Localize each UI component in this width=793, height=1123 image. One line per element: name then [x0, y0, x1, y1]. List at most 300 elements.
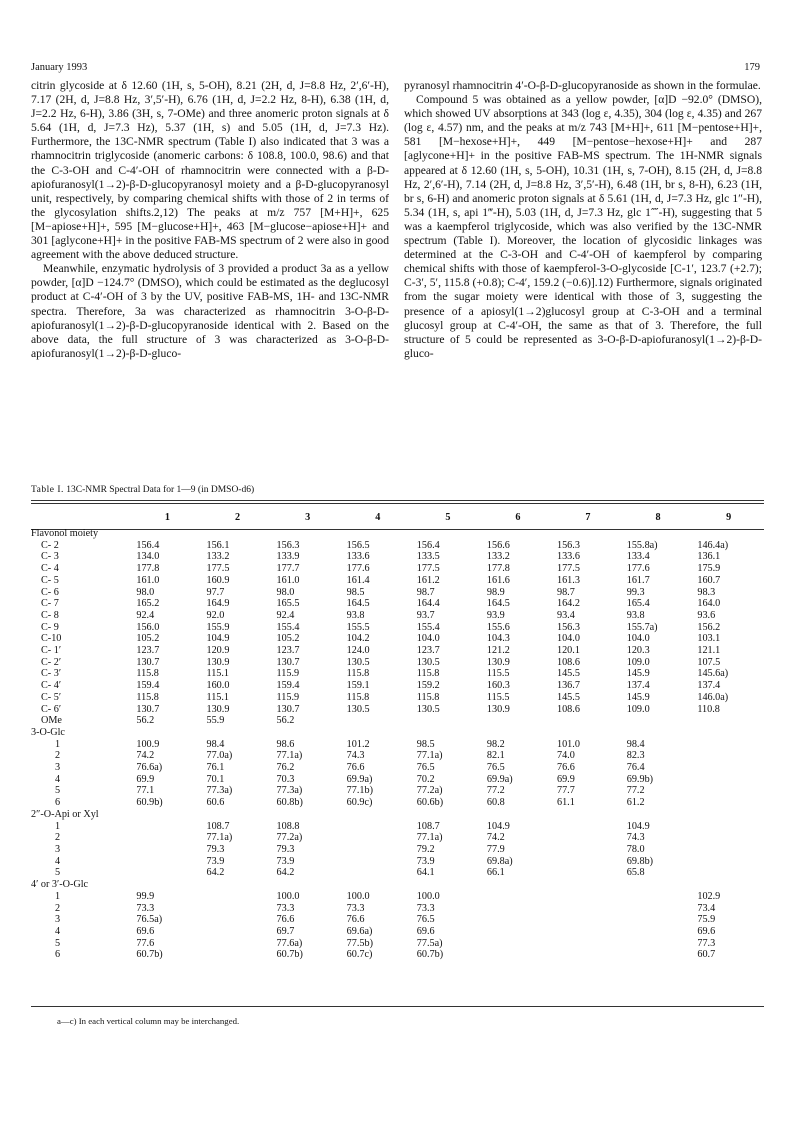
- row-label: C-10: [41, 633, 62, 645]
- table-cell: [693, 821, 764, 833]
- table-cell: 177.8: [486, 563, 510, 575]
- table-cell: [132, 832, 202, 844]
- row-label: 6: [55, 797, 61, 809]
- table-cell: 155.7a): [626, 621, 658, 633]
- table-cell: 77.1a): [206, 832, 233, 844]
- row-label: C- 2′: [41, 656, 62, 668]
- right-text-column: [404, 79, 762, 361]
- table-cell: [693, 785, 764, 797]
- row-label: C- 3′: [41, 668, 62, 680]
- table-cell: 104.9: [206, 633, 230, 645]
- table-cell: 77.2a): [276, 832, 303, 844]
- table-cell: 161.6: [486, 574, 510, 586]
- table-cell: [693, 844, 764, 856]
- table-cell: [553, 856, 623, 868]
- row-label: 4: [55, 925, 61, 937]
- column-header: 4: [375, 512, 381, 523]
- table-cell: 82.3: [626, 750, 645, 762]
- table-label: Table I.: [31, 485, 64, 495]
- table-cell: 99.9: [136, 890, 155, 902]
- table-cell: [343, 832, 413, 844]
- table-cell: 155.5: [346, 621, 370, 633]
- table-cell: 100.0: [346, 890, 370, 902]
- table-cell: 74.3: [346, 750, 365, 762]
- table-cell: [553, 926, 623, 938]
- table-cell: 77.5b): [346, 937, 373, 949]
- table-cell: 115.8: [346, 668, 370, 680]
- table-cell: 77.2: [486, 785, 505, 797]
- table-section-row: [31, 879, 764, 891]
- table-cell: 130.9: [206, 703, 230, 715]
- table-cell: 133.9: [276, 551, 300, 563]
- table-cell: 104.3: [486, 633, 510, 645]
- table-cell: 64.2: [206, 867, 225, 879]
- table-cell: 136.1: [697, 551, 721, 563]
- table-cell: 66.1: [486, 867, 505, 879]
- table-cell: [483, 949, 553, 961]
- table-cell: 92.4: [136, 609, 155, 621]
- table-row: [31, 645, 764, 657]
- table-cell: 77.6a): [276, 937, 303, 949]
- table-cell: 156.6: [486, 539, 510, 551]
- table-cell: 161.2: [416, 574, 440, 586]
- table-cell: [553, 938, 623, 950]
- table-cell: 76.6a): [136, 762, 163, 774]
- table-cell: [413, 715, 483, 727]
- table-cell: 93.4: [556, 609, 575, 621]
- table-cell: 108.6: [556, 656, 580, 668]
- table-cell: 130.7: [276, 656, 300, 668]
- table-cell: 104.9: [486, 820, 510, 832]
- nmr-data-table: [31, 508, 764, 961]
- table-cell: 101.2: [346, 738, 370, 750]
- table-cell: 61.2: [626, 797, 645, 809]
- table-cell: 93.8: [346, 609, 365, 621]
- table-cell: 177.5: [556, 563, 580, 575]
- table-row: [31, 949, 764, 961]
- table-cell: 77.0a): [206, 750, 233, 762]
- table-cell: 115.9: [276, 668, 300, 680]
- table-cell: 61.1: [556, 797, 575, 809]
- table-cell: 104.0: [416, 633, 440, 645]
- table-section-row: [31, 528, 764, 540]
- row-label: 5: [55, 785, 61, 797]
- table-cell: [693, 856, 764, 868]
- table-cell: [553, 715, 623, 727]
- row-label: C- 2: [41, 539, 59, 551]
- table-cell: [202, 926, 272, 938]
- table-cell: 115.9: [276, 691, 300, 703]
- table-cell: [343, 867, 413, 879]
- table-cell: 115.8: [136, 668, 159, 680]
- table-cell: 92.4: [276, 609, 295, 621]
- table-cell: [202, 914, 272, 926]
- table-cell: 159.4: [276, 680, 300, 692]
- table-cell: 56.2: [136, 715, 155, 727]
- table-cell: [623, 938, 694, 950]
- table-cell: 100.9: [136, 738, 160, 750]
- table-cell: 60.9b): [136, 797, 163, 809]
- table-cell: 100.0: [416, 890, 440, 902]
- table-cell: 130.7: [276, 703, 300, 715]
- table-cell: 130.5: [346, 703, 370, 715]
- table-caption-text: 13C-NMR Spectral Data for 1—9 (in DMSO-d6): [66, 485, 255, 495]
- paragraph: Compound 5 was obtained as a yellow powder, [α]D −92.0° (DMSO), which showed UV absorptions at 343 (log ε, 4.35), 304 (log ε, 4.35) and 267 (log ε, 4.57) nm, and the peaks at m/z 743 [M+H]+, 611 [M−pentose+H]+, 581 [M−hexose+H]+, 449 [M−pentose−hexose+H]+ and 287 [aglycone+H]+ in the positive FAB-MS spectrum. The 1H-NMR signals appeared at δ 12.60 (1H, s, 5-OH), 10.31 (1H, s, 7-OH), 8.15 (2H, d, J=8.8 Hz, 2′,6′-H), 7.14 (2H, d, J=8.8 Hz, 3′,5′-H), 6.48 (1H, br s, 8-H), 6.23 (1H, br s, 6-H) and anomeric proton signals at δ 5.61 (1H, d, J=7.3 Hz, glc 1″-H), 5.34 (1H, s, api 1‴-H), 5.03 (1H, d, J=7.3 Hz, glc 1⁗-H), suggesting that 5 was a kaempferol triglycoside, which was also verified by the 13C-NMR spectrum (Table I). Moreover, the location of glycosidic linkages was determined at the C-3-OH and C-4′-OH of kaempferol by comparing chemical shifts with those of kaempferol-3-O-glycoside [C-1′, 123.7 (+2.7); C-3′, 5′, 115.8 (+0.8); C-4′, 159.2 (−0.6)].12) Furthermore, signals originated from the sugar moiety were identical with those of 3, suggesting the presence of a apiosyl(1→2)glucosyl group at C-3-OH and a terminal glucosyl group at C-4′-OH, the same as that of 3. Therefore, the full structure of 5 could be represented as 3-O-β-D-apiofuranosyl(1→2)-β-D-gluco-: [404, 93, 762, 360]
- row-label: 5: [55, 937, 61, 949]
- table-header-row: [31, 508, 764, 528]
- table-cell: [623, 891, 694, 903]
- table-cell: 69.9b): [626, 773, 654, 785]
- table-cell: 64.1: [416, 867, 435, 879]
- table-cell: 77.1: [136, 785, 155, 797]
- table-cell: 60.6b): [416, 797, 444, 809]
- row-label: C- 7: [41, 598, 59, 610]
- table-cell: 164.5: [346, 598, 370, 610]
- table-row: [31, 715, 764, 727]
- table-cell: 60.7: [697, 949, 716, 961]
- table-cell: 110.8: [697, 703, 720, 715]
- table-cell: [132, 844, 202, 856]
- row-label: 2: [55, 750, 61, 762]
- table-cell: [132, 821, 202, 833]
- table-row: [31, 832, 764, 844]
- table-cell: [693, 715, 764, 727]
- table-cell: 93.8: [626, 609, 645, 621]
- table-cell: 69.9a): [346, 773, 373, 785]
- table-cell: 76.6: [346, 762, 365, 774]
- table-cell: 98.2: [486, 738, 505, 750]
- table-cell: 69.9: [136, 773, 155, 785]
- table-cell: 115.5: [486, 691, 510, 703]
- table-cell: 130.5: [346, 656, 370, 668]
- table-cell: [343, 844, 413, 856]
- table-cell: 77.1a): [416, 750, 443, 762]
- table-cell: 115.1: [206, 668, 230, 680]
- table-cell: 98.4: [626, 738, 645, 750]
- row-label: C- 4′: [41, 680, 62, 692]
- table-cell: [553, 844, 623, 856]
- row-label: C- 3: [41, 551, 59, 563]
- table-cell: 130.9: [206, 656, 230, 668]
- table-cell: [202, 938, 272, 950]
- row-label: 3: [55, 762, 61, 774]
- table-cell: 155.9: [206, 621, 230, 633]
- table-cell: 98.3: [697, 586, 716, 598]
- table-cell: 120.3: [626, 645, 650, 657]
- column-header: 6: [515, 512, 521, 523]
- table-cell: [202, 891, 272, 903]
- table-cell: 76.1: [206, 762, 225, 774]
- table-cell: 155.8a): [626, 539, 658, 551]
- table-cell: [553, 821, 623, 833]
- table-cell: 93.6: [697, 609, 716, 621]
- table-cell: [623, 914, 694, 926]
- row-label: 3: [55, 914, 61, 926]
- table-cell: 159.2: [416, 680, 440, 692]
- section-label: 2″-O-Api or Xyl: [31, 808, 99, 820]
- table-cell: 69.9a): [486, 773, 513, 785]
- table-row: [31, 668, 764, 680]
- table-cell: [553, 832, 623, 844]
- table-cell: 101.0: [556, 738, 580, 750]
- row-label: C- 5: [41, 574, 59, 586]
- table-cell: 104.9: [626, 820, 650, 832]
- table-cell: 156.3: [556, 621, 580, 633]
- table-cell: 98.5: [346, 586, 365, 598]
- table-cell: 161.4: [346, 574, 370, 586]
- table-cell: 69.6a): [346, 925, 373, 937]
- table-cell: 108.7: [206, 820, 230, 832]
- table-cell: 160.9: [206, 574, 230, 586]
- table-cell: 76.5a): [136, 914, 163, 926]
- table-cell: 160.0: [206, 680, 230, 692]
- table-cell: 164.0: [697, 598, 721, 610]
- table-cell: 108.7: [416, 820, 440, 832]
- table-cell: 137.4: [697, 680, 721, 692]
- row-label: C- 6: [41, 586, 59, 598]
- table-row: [31, 598, 764, 610]
- table-cell: 76.5: [486, 762, 505, 774]
- table-cell: [483, 938, 553, 950]
- table-cell: 136.7: [556, 680, 580, 692]
- table-row: [31, 762, 764, 774]
- table-cell: 175.9: [697, 563, 721, 575]
- table-cell: 109.0: [626, 656, 650, 668]
- row-label: 2: [55, 832, 61, 844]
- column-header: 2: [234, 512, 241, 523]
- table-cell: 76.6: [276, 914, 295, 926]
- table-section-row: [31, 809, 764, 821]
- table-cell: 133.2: [206, 551, 230, 563]
- row-label: 5: [55, 867, 61, 879]
- table-footnote: a—c) In each vertical column may be interchanged.: [57, 1016, 240, 1026]
- table-cell: 161.7: [626, 574, 650, 586]
- table-cell: 133.5: [416, 551, 440, 563]
- table-cell: 160.7: [697, 574, 721, 586]
- table-cell: 98.4: [206, 738, 225, 750]
- table-cell: 73.3: [416, 902, 435, 914]
- row-label: C- 9: [41, 621, 59, 633]
- table-cell: 60.9c): [346, 797, 373, 809]
- table-cell: 78.0: [626, 843, 645, 855]
- table-cell: 145.9: [626, 691, 650, 703]
- table-cell: 164.5: [486, 598, 510, 610]
- table-cell: 130.9: [486, 703, 510, 715]
- table-cell: [623, 926, 694, 938]
- table-row: [31, 563, 764, 575]
- table-cell: 73.3: [346, 902, 365, 914]
- table-cell: [693, 832, 764, 844]
- table-cell: 102.9: [697, 890, 721, 902]
- table-cell: 98.0: [276, 586, 295, 598]
- table-body: [31, 528, 764, 961]
- table-row: [31, 587, 764, 599]
- table-row: [31, 797, 764, 809]
- table-cell: 77.1a): [276, 750, 303, 762]
- table-cell: 77.5a): [416, 937, 443, 949]
- table-cell: [483, 891, 553, 903]
- table-cell: 177.6: [626, 563, 650, 575]
- table-cell: 79.3: [206, 843, 225, 855]
- table-cell: 60.7c): [346, 949, 373, 961]
- table-row: [31, 610, 764, 622]
- table-cell: 177.5: [206, 563, 230, 575]
- table-cell: 156.4: [416, 539, 440, 551]
- table-cell: 156.5: [346, 539, 370, 551]
- table-cell: 77.2: [626, 785, 645, 797]
- table-top-rule: [31, 500, 764, 501]
- table-cell: 69.6: [136, 925, 155, 937]
- table-cell: [623, 949, 694, 961]
- table-cell: 145.6a): [697, 668, 729, 680]
- paragraph: Meanwhile, enzymatic hydrolysis of 3 provided a product 3a as a yellow powder, [α]D −124.7° (DMSO), which could be estimated as the deglucosyl product at C-4′-OH of 3 by the UV, positive FAB-MS, 1H- and 13C-NMR spectra. Therefore, 3a was characterized as rhamnocitrin 3-O-β-D-apiofuranosyl(1→2)-β-D-glucopyranoside identical with 2. Based on the above data, the full structure of 3 was characterized as 3-O-β-D-apiofuranosyl(1→2)-β-D-gluco-: [31, 262, 389, 360]
- table-row: [31, 704, 764, 716]
- column-header: [31, 508, 132, 528]
- column-header: 1: [164, 512, 170, 523]
- table-row: [31, 774, 764, 786]
- table-cell: 60.7b): [136, 949, 163, 961]
- table-cell: 70.3: [276, 773, 295, 785]
- column-header: 8: [655, 512, 661, 523]
- table-cell: 145.5: [556, 691, 580, 703]
- table-cell: 73.4: [697, 902, 716, 914]
- table-cell: 165.4: [626, 598, 650, 610]
- table-cell: 77.9: [486, 843, 505, 855]
- table-cell: 109.0: [626, 703, 650, 715]
- table-cell: [553, 891, 623, 903]
- table-cell: [693, 739, 764, 751]
- table-cell: 92.0: [206, 609, 225, 621]
- table-cell: 60.7b): [416, 949, 444, 961]
- table-cell: [343, 715, 413, 727]
- section-label: 3-O-Glc: [31, 726, 65, 738]
- table-cell: 161.3: [556, 574, 580, 586]
- table-cell: 74.2: [486, 832, 505, 844]
- table-cell: 177.6: [346, 563, 370, 575]
- table-row: [31, 891, 764, 903]
- table-cell: 82.1: [486, 750, 505, 762]
- table-top-rule-inner: [31, 503, 764, 504]
- table-cell: 115.8: [416, 691, 440, 703]
- row-label: C- 1′: [41, 645, 62, 657]
- table-cell: 145.9: [626, 668, 650, 680]
- table-cell: 60.7b): [276, 949, 303, 961]
- table-row: [31, 785, 764, 797]
- table-cell: 73.3: [276, 902, 295, 914]
- table-cell: 98.9: [486, 586, 505, 598]
- table-cell: 121.1: [697, 645, 721, 657]
- table-cell: 73.9: [416, 855, 435, 867]
- table-cell: 108.6: [556, 703, 580, 715]
- table-row: [31, 540, 764, 552]
- page-number: 179: [744, 62, 760, 73]
- table-cell: 98.7: [416, 586, 435, 598]
- table-cell: 60.6: [206, 797, 225, 809]
- table-cell: [483, 903, 553, 915]
- table-section-row: [31, 727, 764, 739]
- table-cell: 98.6: [276, 738, 295, 750]
- table-row: [31, 914, 764, 926]
- table-row: [31, 750, 764, 762]
- table-cell: 69.7: [276, 925, 295, 937]
- table-cell: 77.3a): [276, 785, 303, 797]
- table-cell: 133.2: [486, 551, 510, 563]
- table-cell: 74.2: [136, 750, 155, 762]
- table-cell: 130.7: [136, 656, 160, 668]
- table-cell: 93.7: [416, 609, 435, 621]
- table-cell: 120.1: [556, 645, 580, 657]
- table-cell: 105.2: [276, 633, 300, 645]
- table-cell: 70.1: [206, 773, 225, 785]
- table-cell: 98.7: [556, 586, 575, 598]
- row-label: C- 6′: [41, 703, 62, 715]
- table-cell: [553, 867, 623, 879]
- table-cell: 76.5: [416, 914, 435, 926]
- table-cell: [553, 914, 623, 926]
- table-cell: 65.8: [626, 867, 645, 879]
- table-cell: 107.5: [697, 656, 721, 668]
- table-row: [31, 926, 764, 938]
- table-cell: [693, 750, 764, 762]
- table-cell: 160.3: [486, 680, 510, 692]
- table-cell: 123.7: [276, 645, 300, 657]
- table-cell: 156.1: [206, 539, 230, 551]
- table-cell: 69.6: [697, 925, 716, 937]
- table-cell: 75.9: [697, 914, 716, 926]
- column-header: 7: [585, 512, 591, 523]
- table-cell: 133.6: [556, 551, 580, 563]
- table-cell: 74.0: [556, 750, 575, 762]
- table-cell: 177.7: [276, 563, 300, 575]
- table-cell: 76.5: [416, 762, 435, 774]
- table-row: [31, 856, 764, 868]
- table-cell: [623, 903, 694, 915]
- table-cell: 97.7: [206, 586, 225, 598]
- table-cell: 156.3: [276, 539, 300, 551]
- table-row: [31, 622, 764, 634]
- table-cell: 77.7: [556, 785, 575, 797]
- row-label: OMe: [41, 715, 62, 727]
- table-cell: 121.2: [486, 645, 510, 657]
- table-row: [31, 551, 764, 563]
- table-cell: 69.8b): [626, 855, 654, 867]
- table-cell: 134.0: [136, 551, 160, 563]
- table-cell: 55.9: [206, 715, 225, 727]
- table-cell: [483, 914, 553, 926]
- table-cell: 108.8: [276, 820, 300, 832]
- table-cell: 77.2a): [416, 785, 443, 797]
- table-row: [31, 575, 764, 587]
- table-cell: 93.9: [486, 609, 505, 621]
- table-cell: 130.5: [416, 703, 440, 715]
- column-header: 5: [445, 512, 451, 523]
- table-cell: 104.0: [556, 633, 580, 645]
- table-cell: [202, 949, 272, 961]
- table-cell: 76.6: [346, 914, 365, 926]
- table-cell: 145.5: [556, 668, 580, 680]
- table-row: [31, 844, 764, 856]
- table-cell: 165.5: [276, 598, 300, 610]
- table-cell: 99.3: [626, 586, 645, 598]
- table-cell: [553, 949, 623, 961]
- table-cell: 105.2: [136, 633, 160, 645]
- table-cell: 115.5: [486, 668, 510, 680]
- table-row: [31, 633, 764, 645]
- column-header: 3: [305, 512, 311, 523]
- table-cell: 60.8b): [276, 797, 303, 809]
- table-cell: [693, 774, 764, 786]
- table-cell: 64.2: [276, 867, 295, 879]
